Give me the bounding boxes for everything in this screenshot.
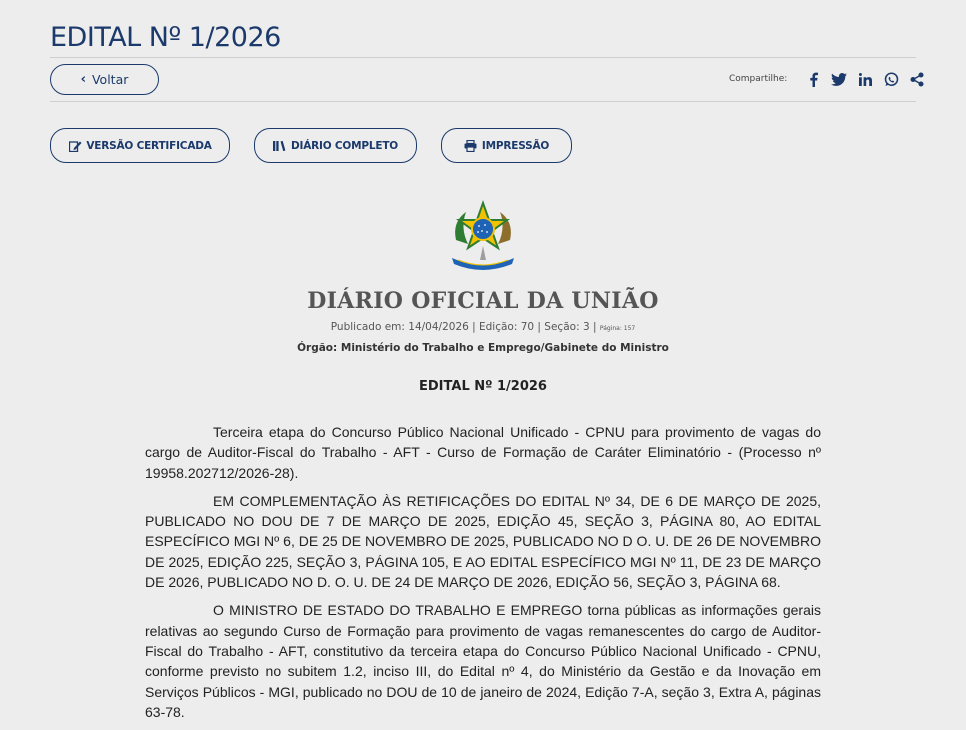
- newspaper-title: DIÁRIO OFICIAL DA UNIÃO: [307, 288, 659, 314]
- document-title: EDITAL Nº 1/2026: [419, 379, 547, 394]
- divider: [50, 57, 916, 58]
- publication-meta: [0, 321, 966, 333]
- publication-info: Publicado em: 14/04/2026 | Edição: 70 | Seção: 3 |: [330, 321, 600, 333]
- facebook-icon[interactable]: [805, 71, 821, 87]
- page-title: EDITAL Nº 1/2026: [50, 22, 281, 53]
- brazil-coat-of-arms-icon: [446, 200, 520, 274]
- paragraph: O MINISTRO DE ESTADO DO TRABALHO E EMPREGO torna públicas as informações gerais relativas ao segundo Curso de Formação para provimento de vagas remanescentes do cargo de Auditor-Fiscal do Trabalho - AFT, constitutivo da terceira etapa do Concurso Público Nacional Unificado - CPNU, conforme previsto no subitem 1.2, inciso III, do Edital nº 4, do Ministério da Gestão e da Inovação em Serviços Públicos - MGI, publicado no DOU de 10 de janeiro de 2024, Edição 7-A, seção 3, Extra A, páginas 63-78.: [145, 602, 821, 720]
- paragraph: EM COMPLEMENTAÇÃO ÀS RETIFICAÇÕES DO EDITAL Nº 34, DE 6 DE MARÇO DE 2025, PUBLICADO NO DOU DE 7 DE MARÇO DE 2025, EDIÇÃO 45, SEÇÃO 3, PÁGINA 80, AO EDITAL ESPECÍFICO MGI Nº 6, DE 25 DE NOVEMBRO DE 2025, PUBLICADO NO D O. U. DE 26 DE NOVEMBRO DE 2025, EDIÇÃO 225, SEÇÃO 3, PÁGINA 105, E AO EDITAL ESPECÍFICO MGI Nº 11, DE 23 DE MARÇO DE 2026, PUBLICADO NO D. O. U. DE 24 DE MARÇO DE 2026, EDIÇÃO 56, SEÇÃO 3, PÁGINA 68.: [145, 492, 821, 591]
- document-body: [145, 422, 821, 730]
- printer-icon: [464, 140, 478, 152]
- linkedin-icon[interactable]: [857, 71, 873, 87]
- share-label: Compartilhe:: [729, 74, 788, 84]
- share-bar: [729, 69, 925, 89]
- orgao: Órgão: Ministério do Trabalho e Emprego/Gabinete do Ministro: [297, 342, 669, 354]
- whatsapp-icon[interactable]: [883, 71, 899, 87]
- full-diary-button[interactable]: [254, 128, 417, 163]
- print-button[interactable]: [441, 128, 572, 163]
- back-label: Voltar: [91, 72, 129, 87]
- paragraph: Terceira etapa do Concurso Público Nacional Unificado - CPNU para provimento de vagas do cargo de Auditor-Fiscal do Trabalho - AFT - Curso de Formação de Caráter Eliminatório - (Processo nº 19958.202712/2026-28).: [145, 424, 821, 481]
- chevron-left-icon: ‹: [80, 72, 86, 87]
- divider: [50, 101, 916, 102]
- print-label: IMPRESSÃO: [481, 139, 550, 152]
- certified-version-button[interactable]: [50, 128, 230, 163]
- share-icon[interactable]: [909, 71, 925, 87]
- twitter-icon[interactable]: [831, 71, 847, 87]
- page-number: Página: 157: [599, 325, 636, 332]
- certified-version-label: VERSÃO CERTIFICADA: [86, 139, 212, 152]
- pen-document-icon: [68, 140, 82, 152]
- back-button[interactable]: [50, 64, 159, 95]
- books-icon: [273, 140, 287, 152]
- full-diary-label: DIÁRIO COMPLETO: [290, 139, 399, 152]
